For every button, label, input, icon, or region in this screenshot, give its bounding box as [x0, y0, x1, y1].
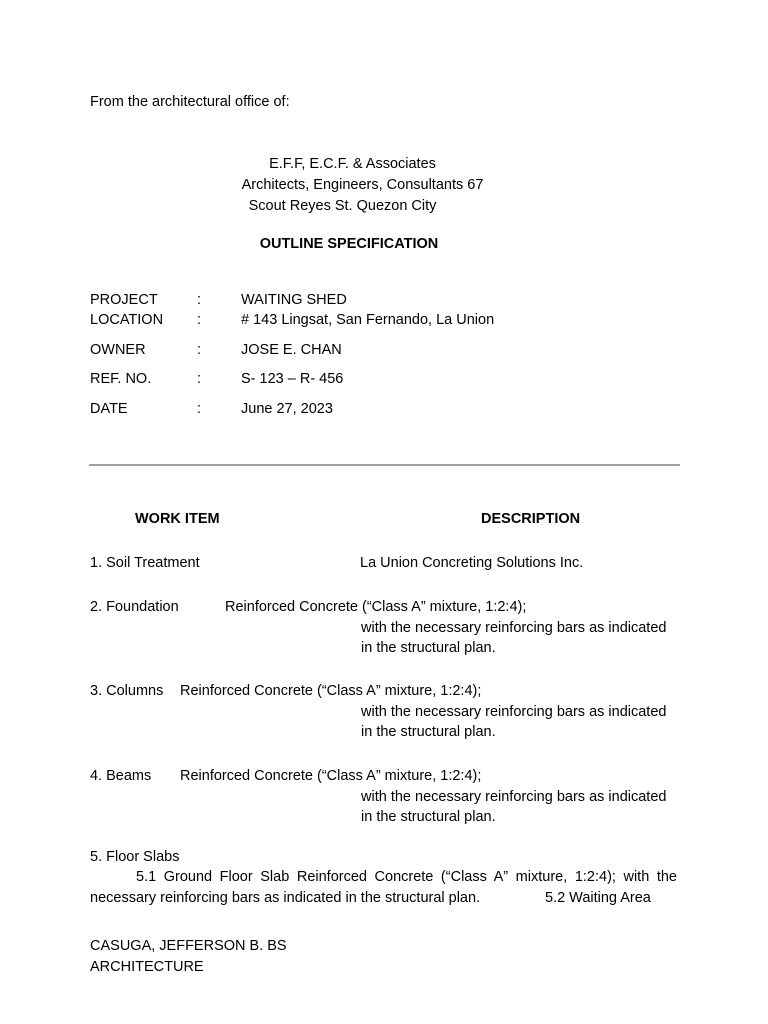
item-beams-label: 4. Beams [90, 768, 152, 784]
item-soil-treatment-desc: La Union Concreting Solutions Inc. [360, 555, 584, 571]
office-description: Architects, Engineers, Consultants 67 [241, 177, 484, 193]
location-colon: : [197, 312, 202, 328]
office-address: Scout Reyes St. Quezon City [248, 198, 437, 214]
ref-label: REF. NO. [90, 371, 152, 387]
item-columns-desc-line3: in the structural plan. [361, 724, 496, 740]
office-name: E.F.F, E.C.F. & Associates [269, 156, 436, 172]
owner-colon: : [197, 342, 202, 358]
item-beams-desc-line3: in the structural plan. [361, 809, 496, 825]
intro-text: From the architectural office of: [90, 94, 290, 110]
horizontal-divider [89, 464, 680, 466]
item-columns-desc-line2: with the necessary reinforcing bars as indicated [361, 704, 667, 720]
item-beams-desc-line2: with the necessary reinforcing bars as indicated [361, 789, 667, 805]
item-foundation-desc-line1: Reinforced Concrete (“Class A” mixture, 1:2:4); [225, 599, 527, 615]
project-colon: : [197, 292, 202, 308]
date-colon: : [197, 401, 202, 417]
item-columns-label: 3. Columns [90, 683, 164, 699]
item-waiting-area-label: 5.2 Waiting Area [545, 890, 651, 906]
location-label: LOCATION [90, 312, 164, 328]
date-label: DATE [90, 401, 128, 417]
ref-value: S- 123 – R- 456 [241, 371, 344, 387]
item-soil-treatment-label: 1. Soil Treatment [90, 555, 200, 571]
date-value: June 27, 2023 [241, 401, 333, 417]
item-foundation-desc-line2: with the necessary reinforcing bars as indicated [361, 620, 667, 636]
item-columns-desc-line1: Reinforced Concrete (“Class A” mixture, 1:2:4); [180, 683, 482, 699]
owner-value: JOSE E. CHAN [241, 342, 342, 358]
project-label: PROJECT [90, 292, 158, 308]
author-name: CASUGA, JEFFERSON B. BS [90, 938, 287, 954]
item-floor-slabs-paragraph-line2: necessary reinforcing bars as indicated in the structural plan. [90, 890, 481, 906]
work-item-header: WORK ITEM [135, 511, 220, 527]
item-floor-slabs-paragraph-line1: 5.1 Ground Floor Slab Reinforced Concrete (“Class A” mixture, 1:2:4); with the [136, 869, 677, 885]
item-foundation-desc-line3: in the structural plan. [361, 640, 496, 656]
owner-label: OWNER [90, 342, 146, 358]
description-header: DESCRIPTION [481, 511, 581, 527]
document-title: OUTLINE SPECIFICATION [259, 236, 439, 252]
item-floor-slabs-label: 5. Floor Slabs [90, 849, 180, 865]
project-value: WAITING SHED [241, 292, 347, 308]
ref-colon: : [197, 371, 202, 387]
author-program: ARCHITECTURE [90, 959, 204, 975]
location-value: # 143 Lingsat, San Fernando, La Union [241, 312, 495, 328]
item-beams-desc-line1: Reinforced Concrete (“Class A” mixture, 1:2:4); [180, 768, 482, 784]
item-foundation-label: 2. Foundation [90, 599, 179, 615]
